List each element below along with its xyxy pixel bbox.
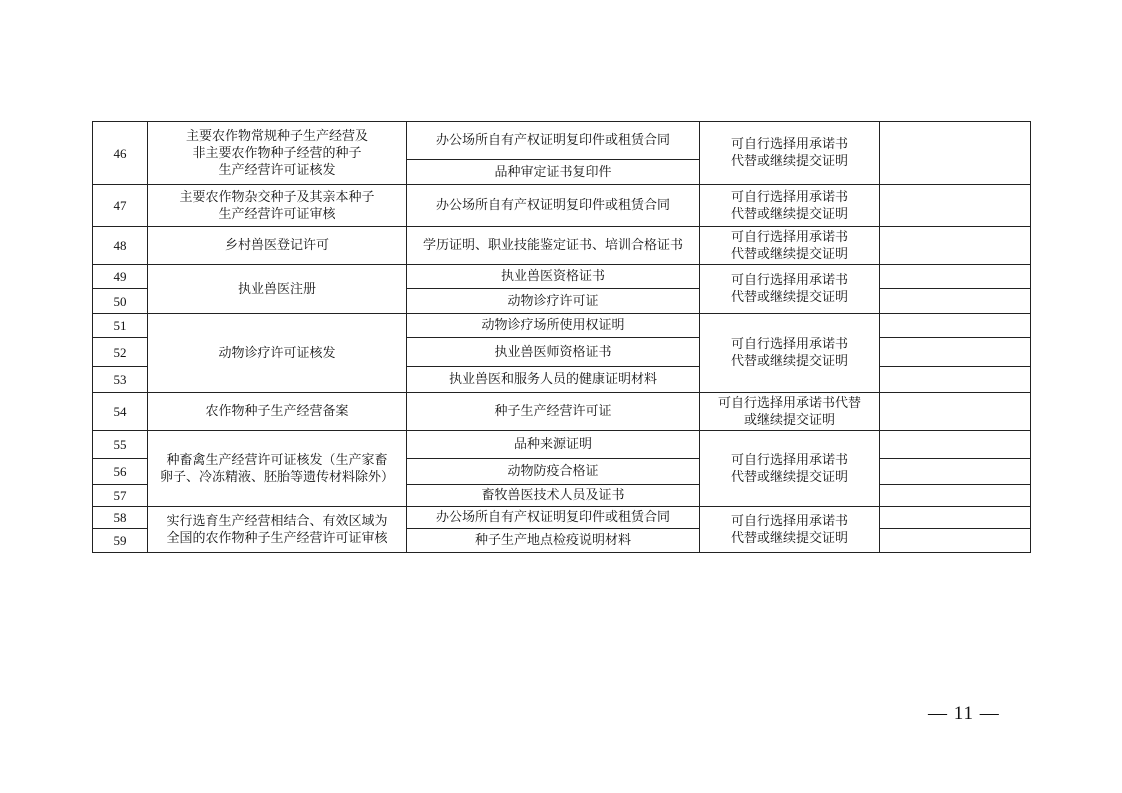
note-cell — [880, 367, 1031, 393]
table-row — [93, 314, 1031, 338]
row-number: 52 — [93, 338, 148, 367]
table-row — [93, 122, 1031, 160]
note-cell — [880, 393, 1031, 431]
material-cell: 品种审定证书复印件 — [407, 160, 700, 185]
row-number: 58 — [93, 507, 148, 529]
item-name: 主要农作物杂交种子及其亲本种子 生产经营许可证审核 — [148, 185, 407, 227]
row-number: 51 — [93, 314, 148, 338]
material-cell: 动物诊疗许可证 — [407, 289, 700, 314]
note-cell — [880, 431, 1031, 459]
note-cell — [880, 265, 1031, 289]
row-number: 49 — [93, 265, 148, 289]
table-row — [93, 227, 1031, 265]
row-number: 47 — [93, 185, 148, 227]
table-row — [93, 507, 1031, 529]
row-number: 55 — [93, 431, 148, 459]
method-cell: 可自行选择用承诺书 代替或继续提交证明 — [700, 227, 880, 265]
row-number: 57 — [93, 485, 148, 507]
note-cell — [880, 507, 1031, 529]
note-cell — [880, 122, 1031, 185]
method-cell: 可自行选择用承诺书 代替或继续提交证明 — [700, 314, 880, 393]
method-cell: 可自行选择用承诺书 代替或继续提交证明 — [700, 122, 880, 185]
note-cell — [880, 227, 1031, 265]
row-number: 48 — [93, 227, 148, 265]
note-cell — [880, 459, 1031, 485]
material-cell: 学历证明、职业技能鉴定证书、培训合格证书 — [407, 227, 700, 265]
table-row — [93, 431, 1031, 459]
material-cell: 种子生产经营许可证 — [407, 393, 700, 431]
item-name: 乡村兽医登记许可 — [148, 227, 407, 265]
row-number: 54 — [93, 393, 148, 431]
method-cell: 可自行选择用承诺书 代替或继续提交证明 — [700, 265, 880, 314]
material-cell: 畜牧兽医技术人员及证书 — [407, 485, 700, 507]
note-cell — [880, 529, 1031, 553]
method-cell: 可自行选择用承诺书 代替或继续提交证明 — [700, 507, 880, 553]
item-name: 执业兽医注册 — [148, 265, 407, 314]
note-cell — [880, 485, 1031, 507]
table-row — [93, 185, 1031, 227]
note-cell — [880, 289, 1031, 314]
material-cell: 品种来源证明 — [407, 431, 700, 459]
material-cell: 执业兽医资格证书 — [407, 265, 700, 289]
item-name: 动物诊疗许可证核发 — [148, 314, 407, 393]
note-cell — [880, 338, 1031, 367]
material-cell: 执业兽医师资格证书 — [407, 338, 700, 367]
table-row — [93, 265, 1031, 289]
material-cell: 动物防疫合格证 — [407, 459, 700, 485]
item-name: 农作物种子生产经营备案 — [148, 393, 407, 431]
method-cell: 可自行选择用承诺书代替 或继续提交证明 — [700, 393, 880, 431]
material-cell: 办公场所自有产权证明复印件或租赁合同 — [407, 507, 700, 529]
item-name: 主要农作物常规种子生产经营及 非主要农作物种子经营的种子 生产经营许可证核发 — [148, 122, 407, 185]
item-name: 种畜禽生产经营许可证核发（生产家畜 卵子、冷冻精液、胚胎等遗传材料除外） — [148, 431, 407, 507]
row-number: 53 — [93, 367, 148, 393]
material-cell: 动物诊疗场所使用权证明 — [407, 314, 700, 338]
row-number: 59 — [93, 529, 148, 553]
material-cell: 办公场所自有产权证明复印件或租赁合同 — [407, 122, 700, 160]
row-number: 50 — [93, 289, 148, 314]
method-cell: 可自行选择用承诺书 代替或继续提交证明 — [700, 431, 880, 507]
material-cell: 执业兽医和服务人员的健康证明材料 — [407, 367, 700, 393]
note-cell — [880, 314, 1031, 338]
item-name: 实行选育生产经营相结合、有效区域为 全国的农作物种子生产经营许可证审核 — [148, 507, 407, 553]
page-number: — 11 — — [928, 703, 1000, 724]
method-cell: 可自行选择用承诺书 代替或继续提交证明 — [700, 185, 880, 227]
note-cell — [880, 185, 1031, 227]
material-cell: 办公场所自有产权证明复印件或租赁合同 — [407, 185, 700, 227]
table-row — [93, 393, 1031, 431]
row-number: 56 — [93, 459, 148, 485]
row-number: 46 — [93, 122, 148, 185]
material-cell: 种子生产地点检疫说明材料 — [407, 529, 700, 553]
certification-items-table — [92, 121, 1031, 553]
